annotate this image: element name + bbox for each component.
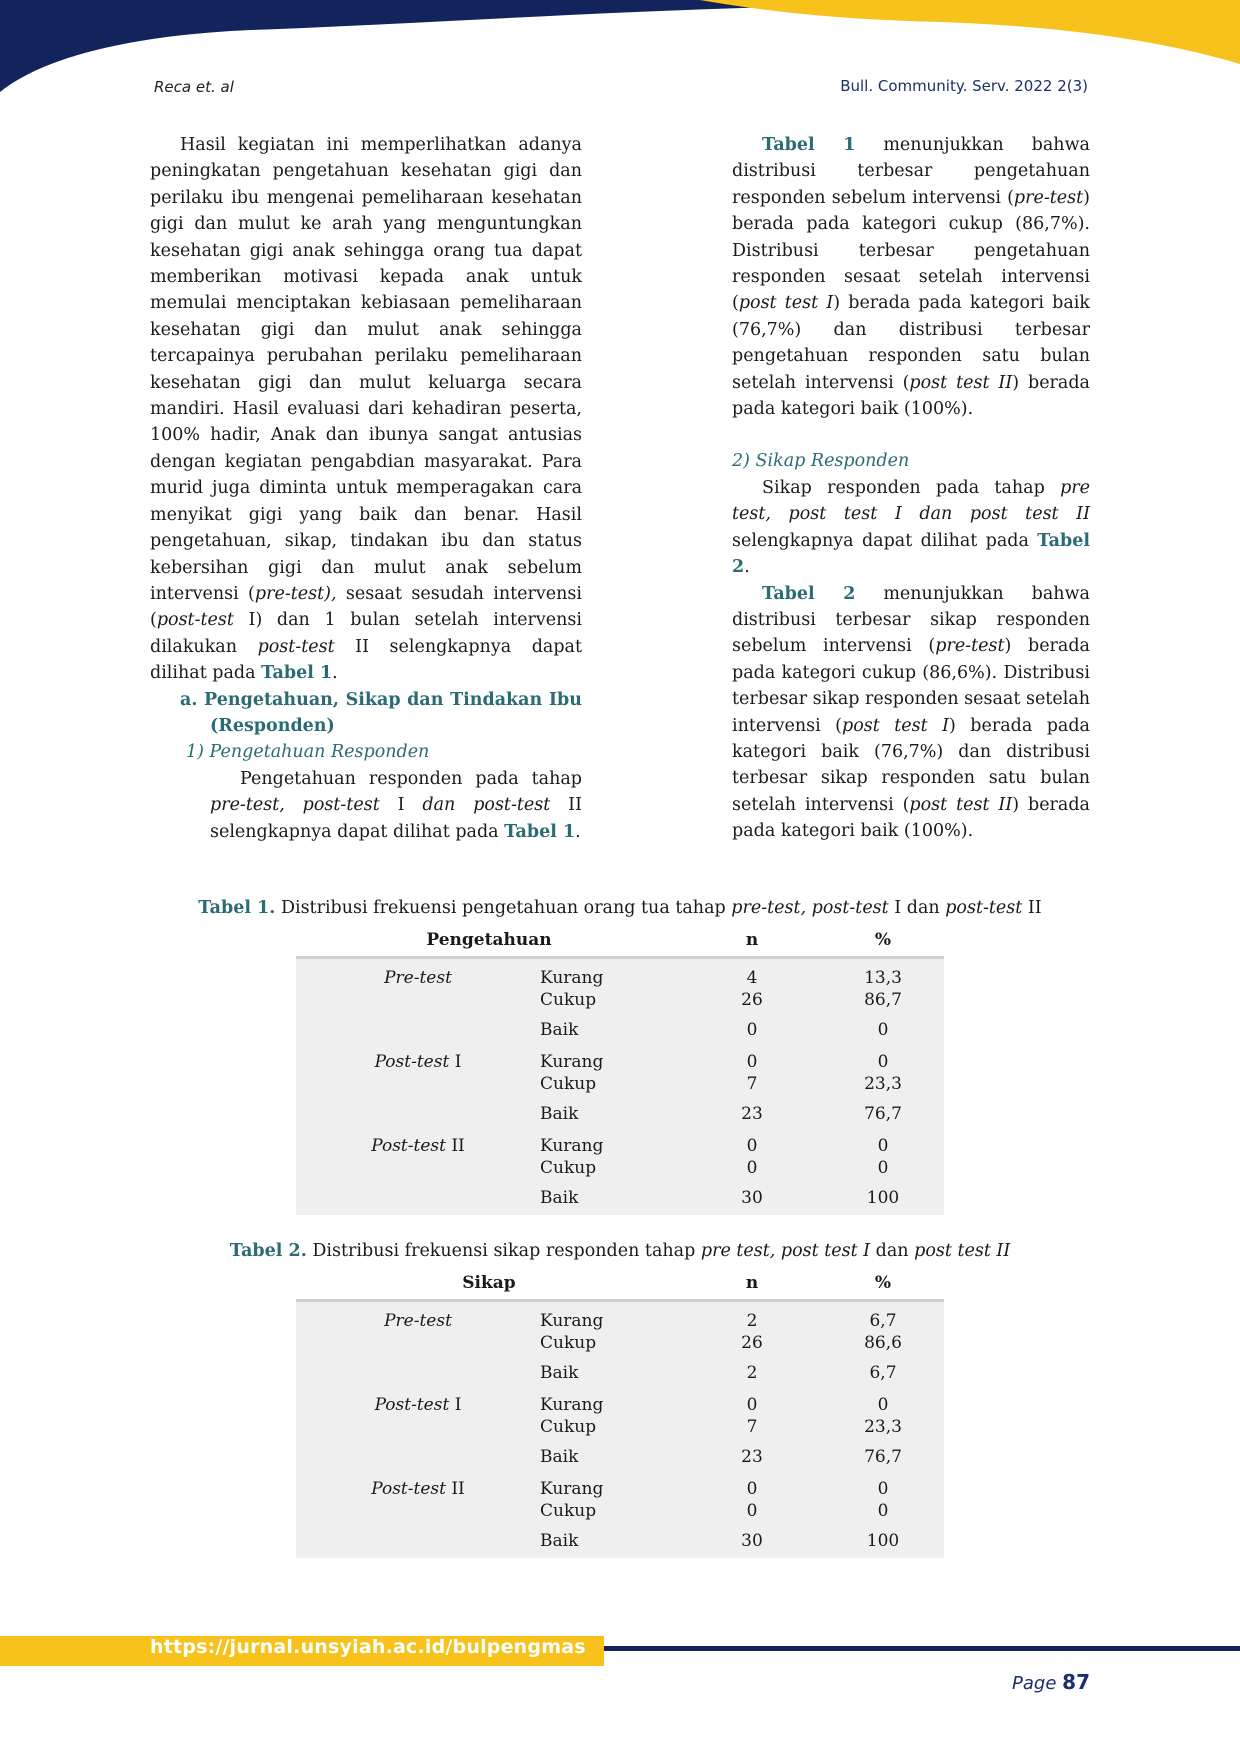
paragraph-table1-summary: Tabel 1 menunjukkan bahwa distribusi terbesar pengetahuan responden sebelum intervensi (pre-test) berada pada kategori cukup (86,7%). Distribusi terbesar pengetahuan responden sesaat setelah intervensi (post test I) berada pada kategori baik (76,7%) dan distribusi terbesar pengetahuan responden satu bulan setelah intervensi (post test II) berada pada kategori baik (100%). <box>732 135 1090 420</box>
category-cell: Cukup <box>540 990 597 1010</box>
category-cell: Baik <box>540 1531 579 1551</box>
category-cell: Kurang <box>540 1479 604 1499</box>
count-cell: 26 <box>741 990 763 1010</box>
count-cell: 0 <box>746 1395 758 1415</box>
group-label: Pre-test <box>384 968 452 988</box>
header-percent: % <box>822 1267 944 1301</box>
table-row <box>296 1416 944 1438</box>
percent-cell: 0 <box>877 1501 889 1521</box>
paragraph-results: Hasil kegiatan ini memperlihatkan adanya peningkatan pengetahuan kesehatan gigi dan perilaku ibu mengenai pemeliharaan kesehatan gigi dan mulut ke arah yang menguntungkan kesehatan gigi anak sehingga orang tua dapat memberikan motivasi kepada anak untuk memulai menciptakan kebiasaan pemeliharaan kesehatan gigi dan mulut anak sehingga tercapainya perubahan perilaku pemeliharaan kesehatan gigi dan mulut keluarga secara mandiri. Hasil evaluasi dari kehadiran peserta, 100% hadir, Anak dan ibunya sangat antusias dengan kegiatan pengabdian masyarakat. Para murid juga diminta untuk memperagakan cara menyikat gigi yang baik dan benar. Hasil pengetahuan, sikap, tindakan ibu dan status kebersihan gigi dan mulut anak sebelum intervensi (pre-test), sesaat sesudah intervensi (post-test I) dan 1 bulan setelah intervensi dilakukan post-test II selengkapnya dapat dilihat pada Tabel 1. <box>150 135 582 684</box>
table-row <box>296 958 944 990</box>
page-number: Page 87 <box>1012 1670 1090 1694</box>
table1-knowledge <box>296 924 944 1215</box>
percent-cell: 6,7 <box>869 1363 897 1383</box>
subsection-2-heading: 2) Sikap Responden <box>732 451 910 472</box>
group-label <box>296 1011 540 1041</box>
count-cell: 0 <box>746 1479 758 1499</box>
count-cell: 0 <box>746 1501 758 1521</box>
table-header-row <box>296 924 944 958</box>
category-cell: Baik <box>540 1363 579 1383</box>
header-percent: % <box>822 924 944 958</box>
header-category: Sikap <box>296 1267 682 1301</box>
paragraph-table2-summary: Tabel 2 menunjukkan bahwa distribusi terbesar sikap responden sebelum intervensi (pre-test) berada pada kategori cukup (86,6%). Distribusi terbesar sikap responden sesaat setelah intervensi (post test I) berada pada kategori baik (76,7%) dan distribusi terbesar sikap responden satu bulan setelah intervensi (post test II) berada pada kategori baik (100%). <box>732 583 1090 842</box>
table-row <box>296 1354 944 1384</box>
percent-cell: 23,3 <box>864 1417 902 1437</box>
percent-cell: 0 <box>877 1395 889 1415</box>
category-cell: Baik <box>540 1104 579 1124</box>
count-cell: 4 <box>746 968 758 988</box>
group-label <box>296 1354 540 1384</box>
table-row <box>296 1500 944 1522</box>
percent-cell: 0 <box>877 1158 889 1178</box>
section-a-heading: a. Pengetahuan, Sikap dan Tindakan Ibu (Responden) <box>180 689 582 736</box>
category-cell: Cukup <box>540 1074 597 1094</box>
category-cell: Kurang <box>540 1052 604 1072</box>
table-row <box>296 1011 944 1041</box>
category-cell: Cukup <box>540 1501 597 1521</box>
category-cell: Cukup <box>540 1158 597 1178</box>
category-cell: Cukup <box>540 1417 597 1437</box>
count-cell: 7 <box>746 1417 758 1437</box>
subsection-1-body: Pengetahuan responden pada tahap pre-test, post-test I dan post-test II selengkapnya dapat dilihat pada Tabel 1. <box>210 768 582 842</box>
subsection-1-heading: 1) Pengetahuan Responden <box>186 742 430 763</box>
percent-cell: 0 <box>877 1479 889 1499</box>
table2-caption: Tabel 2. Distribusi frekuensi sikap responden tahap pre test, post test I dan post test II <box>229 1241 1011 1261</box>
table1-reference[interactable]: Tabel 1 <box>762 135 856 155</box>
count-cell: 30 <box>741 1531 763 1551</box>
table-row <box>296 1384 944 1416</box>
count-cell: 23 <box>741 1104 763 1124</box>
table-row <box>296 1468 944 1500</box>
group-label: Post-test I <box>374 1052 462 1072</box>
header-category: Pengetahuan <box>296 924 682 958</box>
group-label <box>296 1522 540 1552</box>
category-cell: Kurang <box>540 1311 604 1331</box>
count-cell: 0 <box>746 1158 758 1178</box>
count-cell: 23 <box>741 1447 763 1467</box>
percent-cell: 86,6 <box>864 1333 902 1353</box>
table2-reference[interactable]: Tabel 2 <box>732 530 1090 578</box>
table-row <box>296 1095 944 1125</box>
table-row <box>296 1073 944 1095</box>
table-bottom-padding <box>296 1552 944 1558</box>
journal-url-link[interactable]: https://jurnal.unsyiah.ac.id/bulpengmas <box>150 1636 586 1658</box>
category-cell: Baik <box>540 1188 579 1208</box>
percent-cell: 6,7 <box>869 1311 897 1331</box>
category-cell: Kurang <box>540 1395 604 1415</box>
table-row <box>296 989 944 1011</box>
percent-cell: 0 <box>877 1052 889 1072</box>
table-row <box>296 1301 944 1333</box>
count-cell: 0 <box>746 1052 758 1072</box>
group-label <box>296 1416 540 1438</box>
running-header-authors: Reca et. al <box>154 78 234 96</box>
count-cell: 2 <box>746 1311 758 1331</box>
group-label: Post-test II <box>371 1479 465 1499</box>
percent-cell: 100 <box>866 1188 900 1208</box>
group-label <box>296 1438 540 1468</box>
count-cell: 7 <box>746 1074 758 1094</box>
table1-reference[interactable]: Tabel 1 <box>261 663 333 684</box>
category-cell: Baik <box>540 1020 579 1040</box>
table-row <box>296 1332 944 1354</box>
percent-cell: 76,7 <box>864 1104 902 1124</box>
count-cell: 0 <box>746 1020 758 1040</box>
percent-cell: 0 <box>877 1136 889 1156</box>
count-cell: 30 <box>741 1188 763 1208</box>
table-row <box>296 1438 944 1468</box>
group-label <box>296 989 540 1011</box>
group-label: Pre-test <box>384 1311 452 1331</box>
table-row <box>296 1522 944 1552</box>
percent-cell: 100 <box>866 1531 900 1551</box>
table-row <box>296 1179 944 1209</box>
running-header-journal: Bull. Community. Serv. 2022 2(3) <box>840 77 1088 95</box>
subsection-2-body: Sikap responden pada tahap pre test, post test I dan post test II selengkapnya dapat dilihat pada Tabel 2. <box>732 477 1090 578</box>
group-label <box>296 1157 540 1179</box>
group-label: Post-test I <box>374 1395 462 1415</box>
count-cell: 0 <box>746 1136 758 1156</box>
table2-attitude <box>296 1267 944 1558</box>
group-label <box>296 1073 540 1095</box>
group-label: Post-test II <box>371 1136 465 1156</box>
right-column <box>732 132 1090 845</box>
header-n: n <box>682 924 822 958</box>
count-cell: 2 <box>746 1363 758 1383</box>
group-label <box>296 1095 540 1125</box>
header-n: n <box>682 1267 822 1301</box>
category-cell: Kurang <box>540 1136 604 1156</box>
category-cell: Kurang <box>540 968 604 988</box>
percent-cell: 13,3 <box>864 968 902 988</box>
group-label <box>296 1179 540 1209</box>
percent-cell: 23,3 <box>864 1074 902 1094</box>
category-cell: Baik <box>540 1447 579 1467</box>
table-row <box>296 1041 944 1073</box>
percent-cell: 0 <box>877 1020 889 1040</box>
left-column <box>150 132 582 845</box>
count-cell: 26 <box>741 1333 763 1353</box>
group-label <box>296 1500 540 1522</box>
table-header-row <box>296 1267 944 1301</box>
table-bottom-padding <box>296 1209 944 1215</box>
table1-caption: Tabel 1. Distribusi frekuensi pengetahuan orang tua tahap pre-test, post-test I dan post-test II <box>198 898 1042 918</box>
table1-reference[interactable]: Tabel 1 <box>504 821 576 842</box>
percent-cell: 86,7 <box>864 990 902 1010</box>
group-label <box>296 1332 540 1354</box>
percent-cell: 76,7 <box>864 1447 902 1467</box>
table-row <box>296 1157 944 1179</box>
table2-reference[interactable]: Tabel 2 <box>762 583 856 604</box>
table-row <box>296 1125 944 1157</box>
category-cell: Cukup <box>540 1333 597 1353</box>
